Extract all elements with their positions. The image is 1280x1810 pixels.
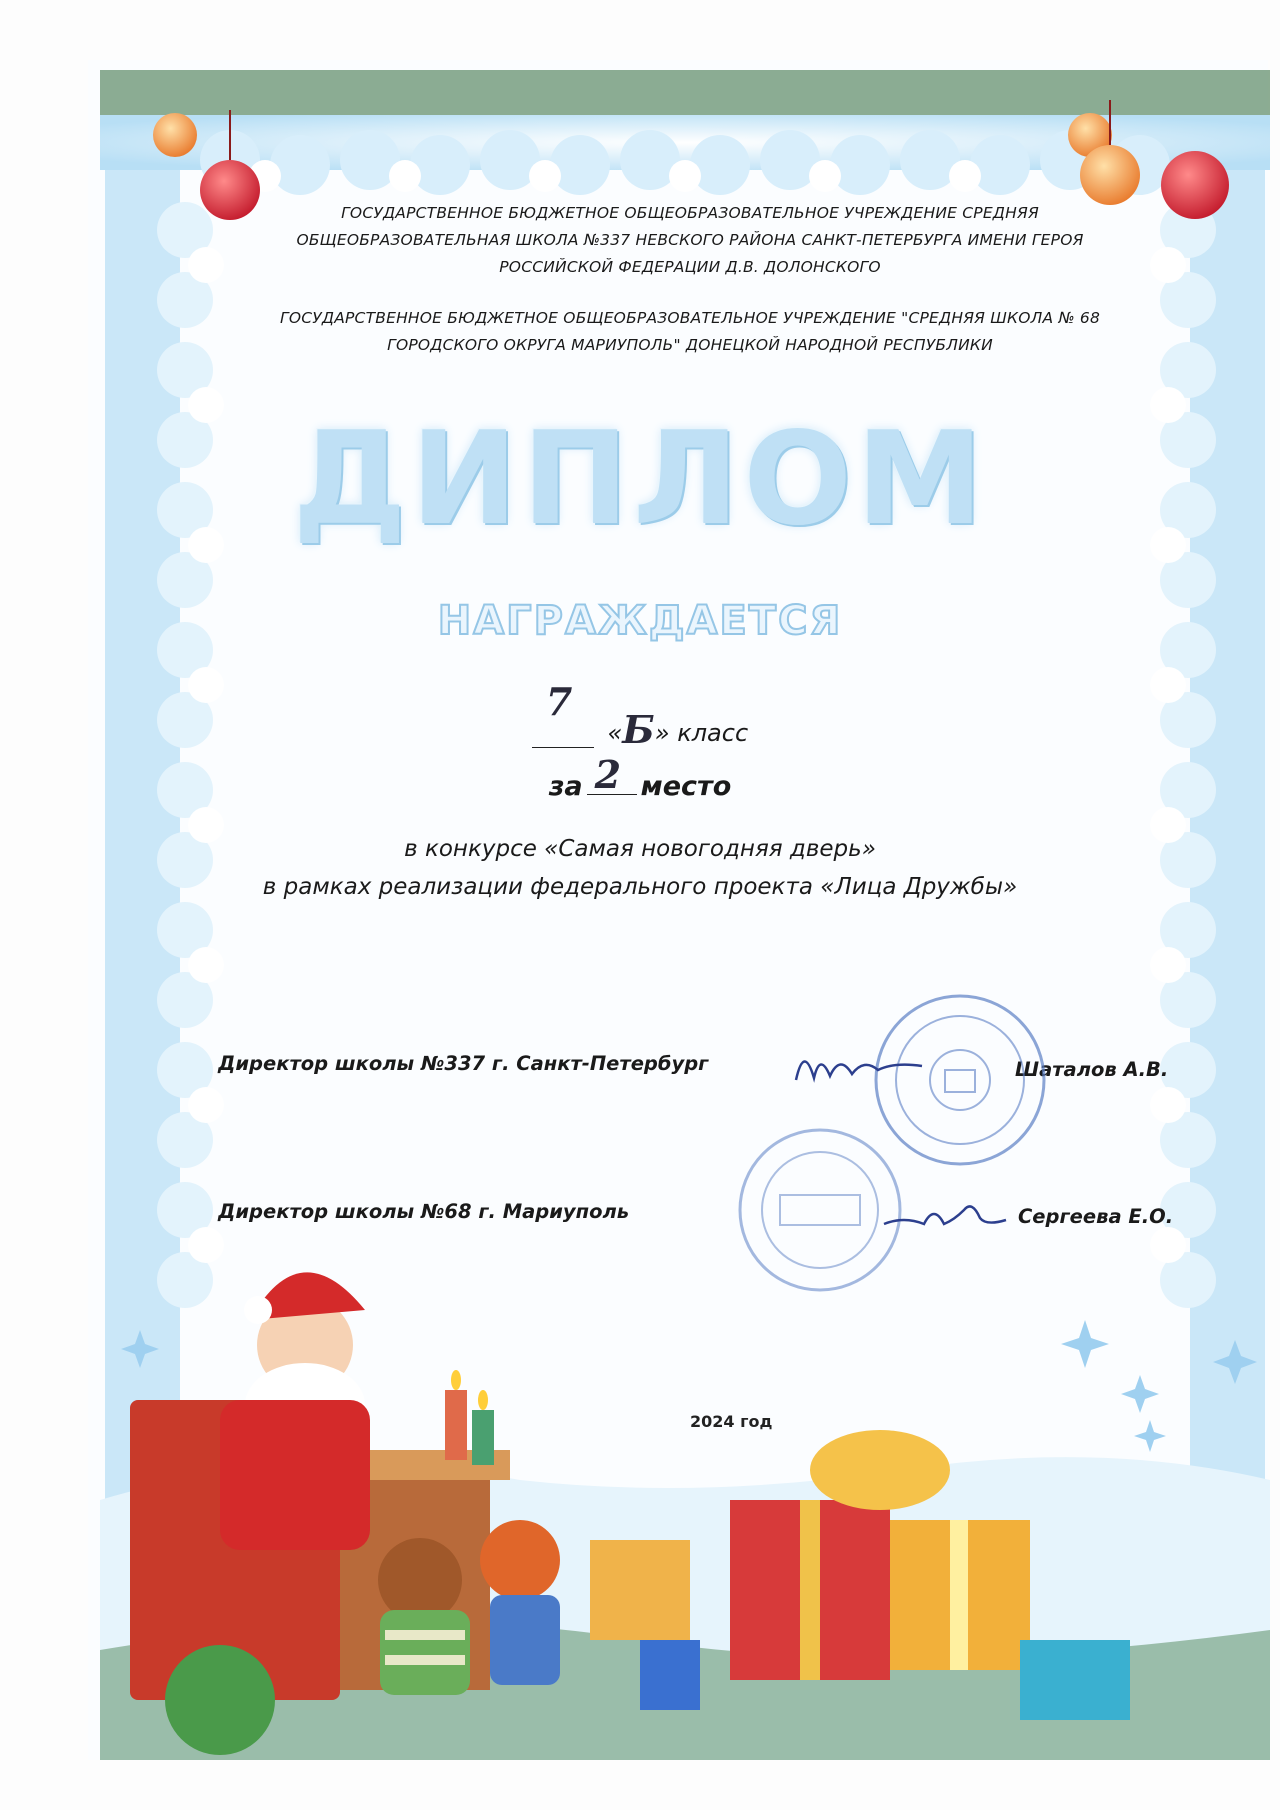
recipient-class-line: [0, 679, 1280, 752]
contest-description: [0, 830, 1280, 906]
contest-line-2: в рамках реализации федерального проекта «Лица Дружбы»: [262, 874, 1018, 900]
letter-handwritten: Б: [622, 707, 655, 752]
grade-handwritten: 7: [545, 679, 573, 724]
place-handwritten: 2: [594, 752, 622, 797]
grade-blank: [532, 679, 594, 748]
class-word: класс: [677, 719, 749, 747]
letter-open-quote: «: [607, 719, 623, 747]
organizer-school-337: ГОСУДАРСТВЕННОЕ БЮДЖЕТНОЕ ОБЩЕОБРАЗОВАТЕЛЬНОЕ УЧРЕЖДЕНИЕ СРЕДНЯЯ ОБЩЕОБРАЗОВАТЕЛЬНАЯ ШКОЛА №337 НЕВСКОГО РАЙОНА САНКТ-ПЕТЕРБУРГА ИМЕНИ ГЕРОЯ РОССИЙСКОЙ ФЕДЕРАЦИИ Д.В. ДОЛОНСКОГО: [296, 204, 1084, 276]
contest-line-1: в конкурсе «Самая новогодняя дверь»: [404, 836, 876, 862]
diploma-year: 2024 год: [690, 1412, 773, 1431]
place-prefix: за: [548, 771, 583, 802]
place-suffix: место: [640, 771, 732, 802]
letter-close-quote: »: [654, 719, 670, 747]
signatory-2-role: Директор школы №68 г. Мариуполь: [218, 1200, 630, 1223]
signatory-2-name: Сергеева Е.О.: [1018, 1205, 1174, 1228]
diploma-title: ДИПЛОМ: [292, 405, 988, 554]
place-line: [0, 752, 1280, 802]
organizer-school-68: ГОСУДАРСТВЕННОЕ БЮДЖЕТНОЕ ОБЩЕОБРАЗОВАТЕЛЬНОЕ УЧРЕЖДЕНИЕ "СРЕДНЯЯ ШКОЛА № 68 ГОРОДСКОГО ОКРУГА МАРИУПОЛЬ" ДОНЕЦКОЙ НАРОДНОЙ РЕСПУБЛИКИ: [279, 309, 1101, 354]
handwritten-signature-2: [880, 1190, 1010, 1240]
signatory-1-name: Шаталов А.В.: [1015, 1058, 1169, 1081]
signatory-1-role: Директор школы №337 г. Санкт-Петербург: [218, 1052, 709, 1075]
awarded-heading: НАГРАЖДАЕТСЯ: [437, 598, 843, 644]
handwritten-signature-1: [790, 1040, 930, 1090]
place-blank: [587, 752, 637, 797]
